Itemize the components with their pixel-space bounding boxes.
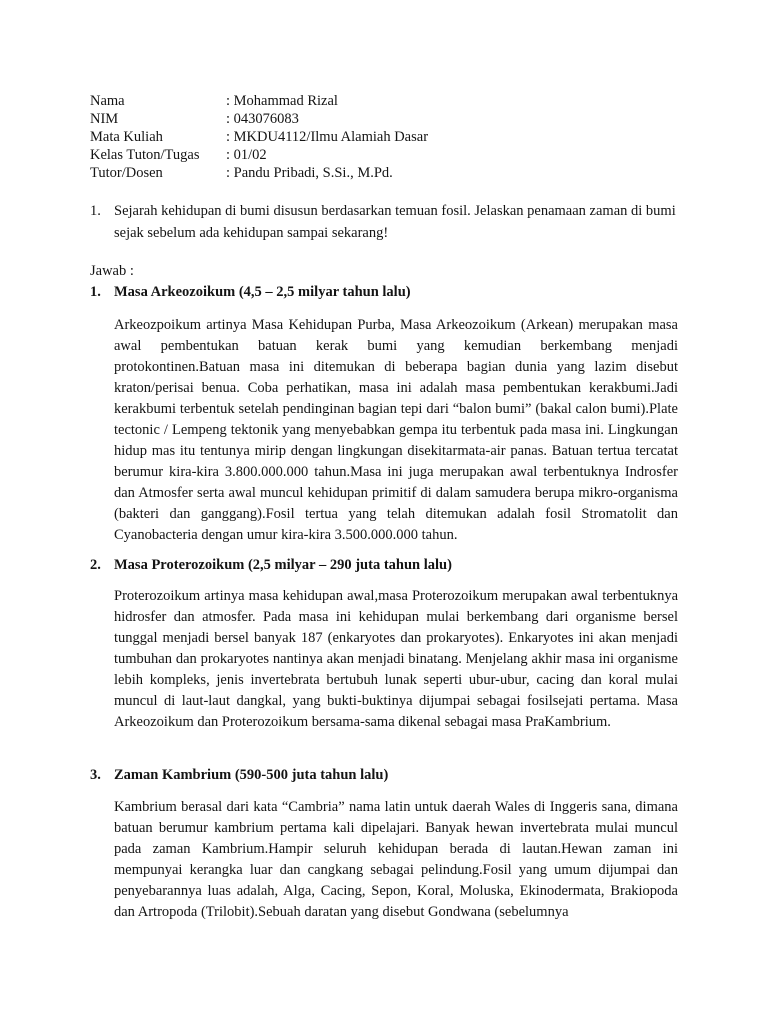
info-label: Nama: [90, 93, 125, 109]
info-row-class: [90, 146, 690, 164]
section-heading: Masa Arkeozoikum (4,5 – 2,5 milyar tahun lalu): [114, 284, 411, 300]
question-number: 1.: [90, 203, 101, 219]
info-row-course: [90, 128, 690, 146]
section-number: 2.: [90, 557, 101, 573]
info-row-name: [90, 92, 690, 110]
section-body-arkeozoikum: Arkeozpoikum artinya Masa Kehidupan Purba, Masa Arkeozoikum (Arkean) merupakan masa awal pembentukan batuan kerak bumi yang kemudian berkembang menjadi protokontinen.Batuan masa ini ditemukan di beberapa bagian dunia yang lazim disebut kraton/perisai benua. Coba perhatikan, masa ini adalah masa pembentukan kerakbumi.Jadi kerakbumi terbentuk setelah pendinginan bagian tepi dari “balon bumi” (bakal calon bumi).Plate tectonic / Lempeng tektonik yang menyebabkan gempa itu terbentuk pada masa ini. Lingkungan hidup mas itu tentunya mirip dengan lingkungan disekitarmata-air panas. Batuan tertua tercatat berumur kira-kira 3.800.000.000 tahun.Masa ini juga merupakan awal terbentuknya Indrosfer dan Atmosfer serta awal muncul kehidupan primitif di dalam samudera berupa mikro-organisma (bakteri dan ganggang).Fosil tertua yang telah ditemukan adalah fosil Stromatolit dan Cyanobacteria dengan umur kira-kira 3.500.000.000 tahun.: [114, 317, 678, 543]
section-heading: Zaman Kambrium (590-500 juta tahun lalu): [114, 767, 389, 783]
section-title-kambrium: [90, 766, 690, 784]
info-label: Mata Kuliah: [90, 129, 163, 145]
question-item: [90, 200, 685, 244]
info-label: Kelas Tuton/Tugas: [90, 147, 200, 163]
info-label: NIM: [90, 111, 119, 127]
info-label: Tutor/Dosen: [90, 165, 163, 181]
question-text: Sejarah kehidupan di bumi disusun berdasarkan temuan fosil. Jelaskan penamaan zaman di bumi sejak sebelum ada kehidupan sampai sekarang!: [114, 203, 676, 241]
student-info-header: [90, 92, 690, 182]
section-heading: Masa Proterozoikum (2,5 milyar – 290 juta tahun lalu): [114, 557, 452, 573]
info-value: : Pandu Pribadi, S.Si., M.Pd.: [226, 165, 393, 181]
info-value: : Mohammad Rizal: [226, 93, 338, 109]
answer-label: Jawab :: [90, 263, 134, 279]
section-title-proterozoikum: [90, 556, 690, 574]
info-row-tutor: [90, 164, 690, 182]
section-title-arkeozoikum: [90, 283, 690, 301]
info-row-nim: [90, 110, 690, 128]
section-number: 3.: [90, 767, 101, 783]
section-number: 1.: [90, 284, 101, 300]
info-value: : 01/02: [226, 147, 267, 163]
section-body-proterozoikum: Proterozoikum artinya masa kehidupan awal,masa Proterozoikum merupakan awal terbentuknya hidrosfer dan atmosfer. Pada masa ini kehidupan mulai berkembang dari organisme bersel tunggal menjadi bersel banyak 187 (enkaryotes dan prokaryotes). Enkaryotes ini akan menjadi tumbuhan dan prokaryotes nantinya akan menjadi binatang. Menjelang akhir masa ini organisme lebih kompleks, jenis invertebrata bertubuh lunak seperti ubur-ubur, cacing dan koral mulai muncul di laut-laut dangkal, yang bukti-buktinya dijumpai sebagai fosilsejati pertama. Masa Arkeozoikum dan Proterozoikum bersama-sama dikenal sebagai masa PraKambrium.: [114, 588, 678, 730]
section-body-kambrium: Kambrium berasal dari kata “Cambria” nama latin untuk daerah Wales di Inggeris sana, dimana batuan berumur kambrium pertama kali dipelajari. Banyak hewan invertebrata mulai muncul pada zaman Kambrium.Hampir seluruh kehidupan berada di lautan.Hewan zaman ini mempunyai kerangka luar dan cangkang sebagai pelindung.Fosil yang umum dijumpai dan penyebarannya luas adalah, Alga, Cacing, Sepon, Koral, Moluska, Ekinodermata, Brakiopoda dan Artropoda (Trilobit).Sebuah daratan yang disebut Gondwana (sebelumnya: [114, 799, 678, 920]
info-value: : 043076083: [226, 111, 299, 127]
info-value: : MKDU4112/Ilmu Alamiah Dasar: [226, 129, 429, 145]
